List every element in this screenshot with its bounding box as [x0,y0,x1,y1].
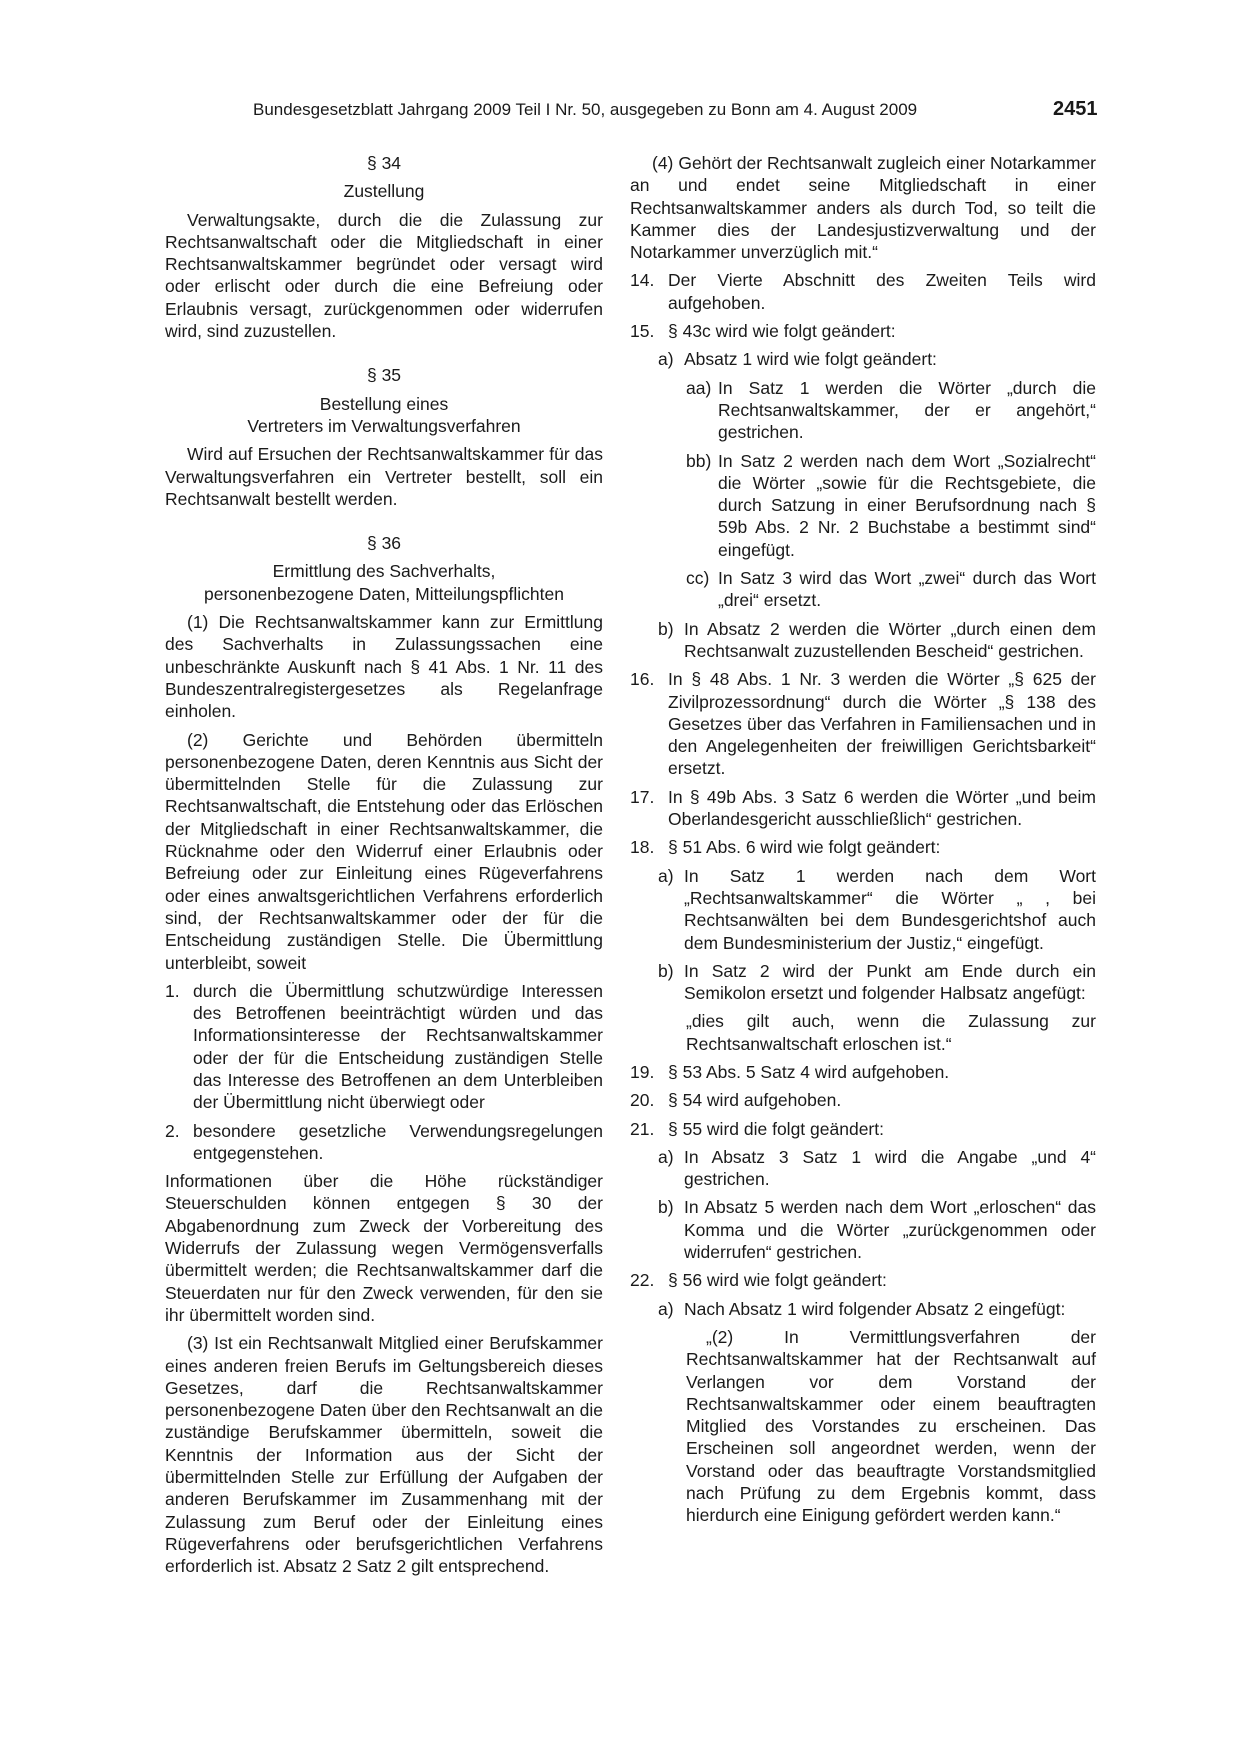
list-number: 20. [630,1090,655,1111]
list-number: 14. [630,270,655,291]
quoted-text: „dies gilt auch, wenn die Zulassung zur Rechtsanwaltschaft erloschen ist.“ [686,1011,1096,1054]
list-text: durch die Übermittlung schutzwürdige Interessen des Betroffenen beeinträchtigt würden und das Informationsinteresse der Rechtsanwaltskammer oder der für die Entscheidung zuständigen Stelle das Interesse des Betroffenen an dem Unterbleiben der Übermittlung nicht überwiegt oder [193,980,603,1113]
list-item [658,618,1096,663]
list-number: 2. [165,1120,180,1141]
list-item [630,1061,1096,1083]
paragraph: (3) Ist ein Rechtsanwalt Mitglied einer Berufskammer eines anderen freien Berufs im Geltungsbereich dieses Gesetzes, darf die Rechtsanwaltskammer personenbezogene Daten über den Rechtsanwalt an die zuständige Berufskammer übermitteln, soweit die Kenntnis der Information aus der Sicht der übermittelnden Stelle zur Erfüllung der Aufgaben der anderen Berufskammer im Zusammenhang mit der Zulassung zum Beruf oder der Einleitung eines Rügeverfahrens oder berufsgerichtlichen Verfahrens erforderlich ist. Absatz 2 Satz 2 gilt entsprechend. [165,1333,603,1577]
paragraph: (4) Gehört der Rechtsanwalt zugleich einer Notarkammer an und endet seine Mitgliedschaft in einer Rechtsanwaltskammer anders als durch Tod, so teilt die Kammer dies der Landesjustizverwaltung und der Notarkammer unverzüglich mit.“ [630,153,1096,263]
section-title: personenbezogene Daten, Mitteilungspflichten [204,583,564,604]
list-item [630,1118,1096,1140]
list-text: Der Vierte Abschnitt des Zweiten Teils wird aufgehoben. [668,270,1096,313]
list-text: In Satz 1 werden die Wörter „durch die Rechtsanwaltskammer, der er angehört,“ gestrichen. [718,377,1096,443]
list-number: 18. [630,837,655,858]
list-letter: cc) [686,568,710,589]
list-text: § 56 wird wie folgt geändert: [668,1270,887,1291]
list-item [630,269,1096,314]
list-letter: bb) [686,450,712,471]
section-title: Bestellung eines [319,393,449,414]
section-title: Zustellung [343,181,425,202]
list-number: 1. [165,980,180,1001]
list-item [630,786,1096,831]
list-item [630,836,1096,858]
page-number: 2451 [1053,98,1098,120]
list-item [658,865,1096,954]
list-item [165,1120,603,1165]
list-item [630,1089,1096,1111]
paragraph: (2) Gerichte und Behörden übermitteln personenbezogene Daten, deren Kenntnis aus Sicht der übermittelnden Stelle für die Zulassung zur Rechtsanwaltschaft, die Entstehung oder das Erlöschen der Mitgliedschaft in einer Rechtsanwaltskammer, die Rücknahme oder den Widerruf einer Erlaubnis oder Befreiung oder zur Einleitung eines Rügeverfahrens oder eines anwaltsgerichtlichen Verfahrens erforderlich sind, der Rechtsanwaltskammer oder der für die Entscheidung zuständigen Stelle. Die Übermittlung unterbleibt, soweit [165,729,603,973]
list-text: In Absatz 2 werden die Wörter „durch einen dem Rechtsanwalt zuzustellenden Bescheid“ gestrichen. [684,618,1096,661]
list-text: In § 48 Abs. 1 Nr. 3 werden die Wörter „§ 625 der Zivilprozessordnung“ durch die Wörter „§ 138 des Gesetzes über das Verfahren in Familiensachen und in den Angelegenheiten der freiwilligen Gerichtsbarkeit“ ersetzt. [668,669,1096,779]
left-column [165,152,603,1578]
right-column [630,152,1096,1527]
paragraph: Verwaltungsakte, durch die die Zulassung zur Rechtsanwaltschaft oder die Mitgliedschaft in einer Rechtsanwaltskammer begründet oder versagt wird oder erlischt oder durch die eine Befreiung oder Erlaubnis versagt, zurückgenommen oder widerrufen wird, sind zuzustellen. [165,209,603,342]
list-number: 21. [630,1118,655,1139]
list-item [630,668,1096,779]
list-number: 22. [630,1270,655,1291]
list-text: § 53 Abs. 5 Satz 4 wird aufgehoben. [668,1061,950,1082]
list-letter: b) [658,618,674,639]
quoted-text: „(2) In Vermittlungsverfahren der Rechtsanwaltskammer hat der Rechtsanwalt auf Verlangen vor dem Vorstand der Rechtsanwaltskammer oder einem beauftragten Mitglied des Vorstandes zu erscheinen. Das Erscheinen soll angeordnet werden, wenn der Vorstand oder das beauftragte Vorstandsmitglied nach Prüfung zu dem Ergebnis kommt, dass hierdurch eine Einigung gefördert werden kann.“ [686,1326,1096,1526]
list-text: besondere gesetzliche Verwendungsregelungen entgegenstehen. [193,1120,603,1163]
list-item [686,377,1096,444]
list-letter: a) [658,865,674,886]
gazette-header: Bundesgesetzblatt Jahrgang 2009 Teil I Nr. 50, ausgegeben zu Bonn am 4. August 2009 [253,100,918,119]
list-text: In Absatz 5 werden nach dem Wort „erloschen“ das Komma und die Wörter „zurückgenommen oder widerrufen“ gestrichen. [684,1197,1096,1263]
list-letter: a) [658,1146,674,1167]
list-letter: a) [658,1298,674,1319]
list-text: In Satz 2 werden nach dem Wort „Sozialrecht“ die Wörter „sowie für die Rechtsgebiete, die durch Satzung in einer Berufsordnung nach § 59b Abs. 2 Nr. 2 Buchstabe a bestimmt sind“ eingefügt. [718,450,1096,560]
list-letter: a) [658,349,674,370]
list-letter: b) [658,1197,674,1218]
list-text: § 55 wird die folgt geändert: [668,1118,884,1139]
section-heading: § 36 [366,533,402,554]
list-text: Nach Absatz 1 wird folgender Absatz 2 eingefügt: [684,1298,1066,1319]
list-item [165,980,603,1114]
list-item [658,1196,1096,1263]
list-item [630,1269,1096,1291]
list-number: 15. [630,321,655,342]
list-item [630,320,1096,342]
section-title: Ermittlung des Sachverhalts, [272,561,496,582]
section-title: Vertreters im Verwaltungsverfahren [247,415,521,436]
list-text: In Satz 3 wird das Wort „zwei“ durch das Wort „drei“ ersetzt. [718,568,1096,611]
list-text: Absatz 1 wird wie folgt geändert: [684,349,937,370]
section-heading: § 35 [366,365,402,386]
list-item [658,348,1096,370]
list-number: 16. [630,669,655,690]
list-text: In § 49b Abs. 3 Satz 6 werden die Wörter „und beim Oberlandesgericht ausschließlich“ gestrichen. [668,786,1096,830]
list-text: § 43c wird wie folgt geändert: [668,321,896,342]
list-letter: aa) [686,377,712,398]
list-item [658,1298,1096,1320]
list-text: In Absatz 3 Satz 1 wird die Angabe „und 4“ gestrichen. [684,1146,1096,1190]
list-item [686,567,1096,612]
paragraph: Informationen über die Höhe rückständiger Steuerschulden können entgegen § 30 der Abgabenordnung zum Zweck der Vorbereitung des Widerrufs der Zulassung wegen Vermögensverfalls übermittelt werden; die Rechtsanwaltskammer darf die Steuerdaten nur für den Zweck verwenden, für den sie ihr übermittelt worden sind. [165,1171,603,1325]
list-item [658,1146,1096,1191]
section-heading: § 34 [366,153,402,173]
list-text: In Satz 1 werden nach dem Wort „Rechtsanwaltskammer“ die Wörter „ , bei Rechtsanwälten bei dem Bundesgerichtshof auch dem Bundesministerium der Justiz,“ eingefügt. [684,865,1096,953]
list-letter: b) [658,960,674,981]
list-text: In Satz 2 wird der Punkt am Ende durch ein Semikolon ersetzt und folgender Halbsatz angefügt: [684,960,1096,1004]
list-text: § 54 wird aufgehoben. [668,1090,842,1111]
paragraph: (1) Die Rechtsanwaltskammer kann zur Ermittlung des Sachverhalts in Zulassungssachen eine unbeschränkte Auskunft nach § 41 Abs. 1 Nr. 11 des Bundeszentralregistergesetzes als Regelanfrage einholen. [165,612,603,722]
list-number: 19. [630,1061,655,1082]
list-number: 17. [630,786,655,807]
list-item [686,450,1096,561]
paragraph: Wird auf Ersuchen der Rechtsanwaltskammer für das Verwaltungsverfahren ein Vertreter bestellt, soll ein Rechtsanwalt bestellt werden. [165,444,603,509]
list-text: § 51 Abs. 6 wird wie folgt geändert: [668,837,941,858]
list-item [658,960,1096,1005]
